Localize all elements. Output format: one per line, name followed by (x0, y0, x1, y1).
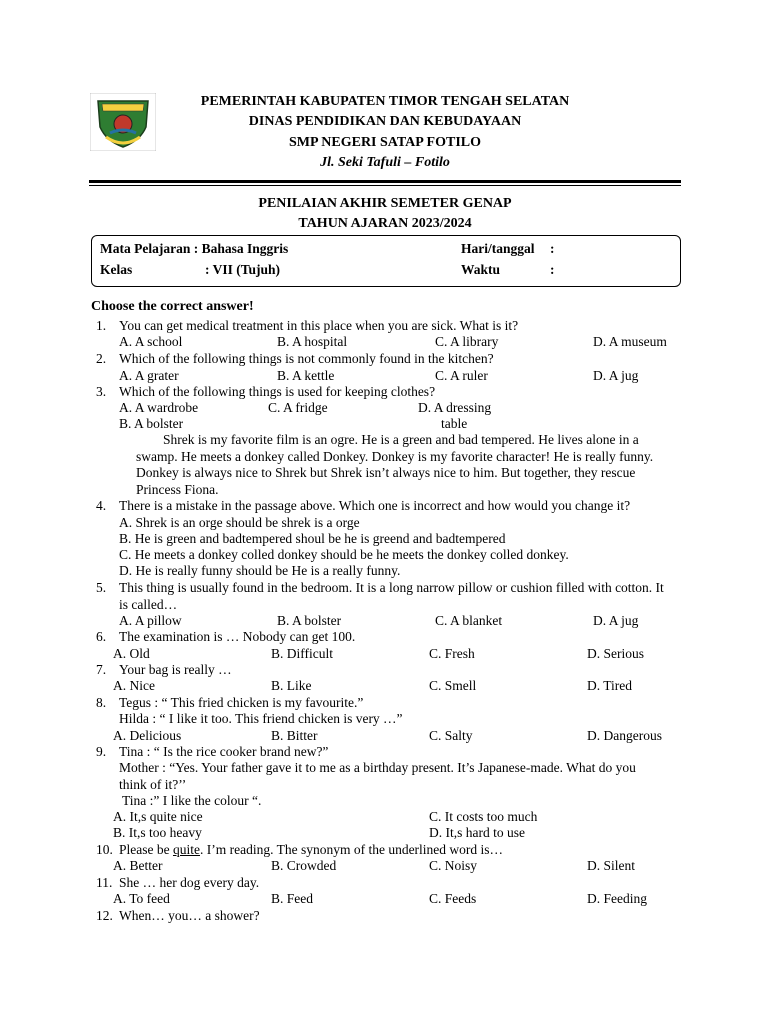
header-rule-thin (89, 185, 681, 186)
question-number: 7. (96, 662, 107, 677)
question-text-continued: Tina :” I like the colour “. (122, 793, 262, 808)
header-department: DINAS PENDIDIKAN DAN KEBUDAYAAN (248, 114, 522, 129)
question-text: Tegus : “ This fried chicken is my favourite.” (119, 695, 364, 710)
option-d: D. A museum (593, 334, 667, 349)
question-number: 5. (96, 580, 107, 595)
school-logo (90, 93, 156, 151)
option-c: C. He meets a donkey colled donkey should be he meets the donkey colled donkey. (119, 547, 569, 562)
passage-line: Donkey is always nice to Shrek but Shrek isn’t always nice to him. But together, they rescue (136, 465, 636, 480)
date-colon: : (550, 241, 555, 256)
question-text-pre: Please be (119, 842, 173, 857)
question-number: 3. (96, 384, 107, 399)
question-number: 11. (96, 875, 113, 890)
question-text: Which of the following things is not commonly found in the kitchen? (119, 351, 494, 366)
question-text (119, 842, 503, 858)
option-d: D. Serious (587, 646, 644, 661)
option-b: B. Crowded (271, 858, 337, 873)
option-a: A. A pillow (119, 613, 182, 628)
option-d: D. Silent (587, 858, 636, 873)
question-number: 8. (96, 695, 107, 710)
class-value: : VII (Tujuh) (205, 262, 281, 277)
option-c: C. Smell (429, 678, 477, 693)
exam-title: PENILAIAN AKHIR SEMETER GENAP (258, 196, 512, 211)
time-label: Waktu (461, 262, 501, 277)
question-text-continued: think of it?’’ (119, 777, 187, 792)
option-c: C. A ruler (435, 368, 488, 383)
option-a: A. A wardrobe (119, 400, 199, 415)
option-d-continued: table (441, 416, 468, 431)
date-label: Hari/tanggal (461, 241, 535, 256)
option-b: B. A kettle (277, 368, 335, 383)
option-b: B. A bolster (277, 613, 342, 628)
option-d: D. A dressing (418, 400, 492, 415)
question-number: 9. (96, 744, 107, 759)
option-b: B. A bolster (119, 416, 184, 431)
question-text: The examination is … Nobody can get 100. (119, 629, 356, 644)
option-a: A. To feed (113, 891, 170, 906)
passage-line: Shrek is my favorite film is an ogre. He is a green and bad tempered. He lives alone in a (163, 432, 639, 447)
question-text: You can get medical treatment in this place when you are sick. What is it? (119, 318, 519, 333)
option-b: B. A hospital (277, 334, 348, 349)
option-b: B. He is green and badtempered shoul be he is greend and badtempered (119, 531, 506, 546)
time-colon: : (550, 262, 555, 277)
option-a: A. A grater (119, 368, 179, 383)
option-c: C. Salty (429, 728, 473, 743)
header-government: PEMERINTAH KABUPATEN TIMOR TENGAH SELATAN (200, 94, 570, 109)
option-d: D. Feeding (587, 891, 647, 906)
underlined-word: quite (172, 842, 200, 857)
option-c: C. A blanket (435, 613, 503, 628)
question-text-continued: Hilda : “ I like it too. This friend chicken is very …” (119, 711, 403, 726)
option-b: B. It,s too heavy (113, 825, 202, 840)
question-text: There is a mistake in the passage above. Which one is incorrect and how would you change it? (119, 498, 631, 513)
question-text-continued: Mother : “Yes. Your father gave it to me as a birthday present. It’s Japanese-made. What do you (119, 760, 636, 775)
option-a: A. Nice (113, 678, 155, 693)
option-d: D. A jug (593, 368, 639, 383)
option-c: C. A library (435, 334, 499, 349)
header-school: SMP NEGERI SATAP FOTILO (288, 135, 481, 150)
option-c: C. Noisy (429, 858, 478, 873)
option-d: D. A jug (593, 613, 639, 628)
question-number: 12. (96, 908, 113, 923)
question-number: 1. (96, 318, 107, 333)
header-rule-thick (89, 180, 681, 183)
question-number: 4. (96, 498, 107, 513)
option-a: A. Shrek is an orge should be shrek is a orge (119, 515, 360, 530)
question-number: 6. (96, 629, 107, 644)
question-number: 10. (96, 842, 113, 857)
option-a: A. Old (113, 646, 150, 661)
header-address: Jl. Seki Tafuli – Fotilo (320, 155, 450, 170)
option-a: A. A school (119, 334, 183, 349)
option-c: C. Fresh (429, 646, 475, 661)
option-d: D. Tired (587, 678, 633, 693)
option-d: D. It,s hard to use (429, 825, 525, 840)
question-text: Tina : “ Is the rice cooker brand new?” (119, 744, 329, 759)
question-text: This thing is usually found in the bedroom. It is a long narrow pillow or cushion filled with cotton. It (119, 580, 664, 595)
question-text: Which of the following things is used for keeping clothes? (119, 384, 436, 399)
subject-label: Mata Pelajaran : Bahasa Inggris (100, 241, 289, 256)
option-a: A. Delicious (113, 728, 182, 743)
option-b: B. Like (271, 678, 312, 693)
option-c: C. It costs too much (429, 809, 538, 824)
question-text: When… you… a shower? (119, 908, 260, 923)
question-text: She … her dog every day. (119, 875, 260, 890)
question-text: Your bag is really … (119, 662, 232, 677)
option-a: A. Better (113, 858, 163, 873)
option-c: C. A fridge (268, 400, 328, 415)
instruction: Choose the correct answer! (91, 299, 254, 314)
exam-year: TAHUN AJARAN 2023/2024 (298, 216, 472, 231)
question-text-continued: is called… (119, 597, 178, 612)
class-label: Kelas (100, 262, 133, 277)
question-number: 2. (96, 351, 107, 366)
passage-line: swamp. He meets a donkey called Donkey. Donkey is my favorite character! He is really funny. (136, 449, 654, 464)
option-c: C. Feeds (429, 891, 477, 906)
option-d: D. Dangerous (587, 728, 662, 743)
option-a: A. It,s quite nice (113, 809, 203, 824)
passage-line: Princess Fiona. (136, 482, 219, 497)
option-b: B. Feed (271, 891, 313, 906)
question-text-post: . I’m reading. The synonym of the underlined word is… (199, 842, 504, 857)
option-b: B. Difficult (271, 646, 333, 661)
option-b: B. Bitter (271, 728, 318, 743)
option-d: D. He is really funny should be He is a really funny. (119, 563, 401, 578)
